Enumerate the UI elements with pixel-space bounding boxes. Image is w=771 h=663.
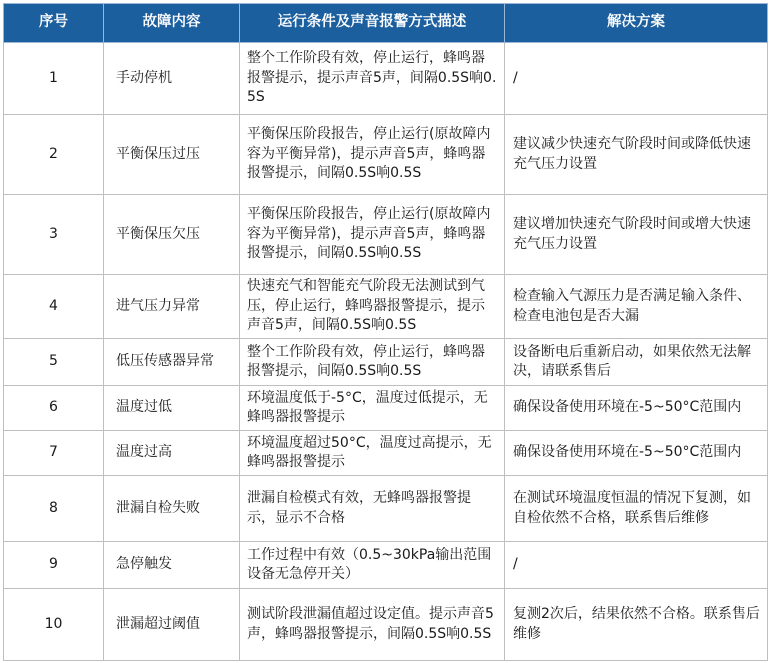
row-fault: 平衡保压过压: [104, 115, 240, 195]
table-row: [4, 542, 768, 589]
row-index: 4: [4, 275, 104, 339]
row-index: 2: [4, 115, 104, 195]
table-row: [4, 476, 768, 542]
table-row: [4, 339, 768, 386]
row-description: 环境温度超过50°C，温度过高提示，无蜂鸣器报警提示: [240, 431, 505, 476]
table-row: [4, 589, 768, 661]
row-index: 8: [4, 476, 104, 542]
table-body: [4, 43, 768, 661]
table-header: [4, 4, 768, 43]
row-description: 工作过程中有效（0.5~30kPa输出范围设备无急停开关）: [240, 542, 505, 589]
table-row: [4, 275, 768, 339]
row-solution: 建议减少快速充气阶段时间或降低快速充气压力设置: [505, 115, 768, 195]
header-index: 序号: [4, 4, 104, 43]
row-description: 测试阶段泄漏值超过设定值。提示声音5声，蜂鸣器报警提示，间隔0.5S响0.5S: [240, 589, 505, 661]
row-description: 整个工作阶段有效，停止运行，蜂鸣器报警提示，提示声音5声，间隔0.5S响0.5S: [240, 43, 505, 115]
row-fault: 手动停机: [104, 43, 240, 115]
row-description: 平衡保压阶段报告，停止运行(原故障内容为平衡异常)，提示声音5声，蜂鸣器报警提示，间隔0.5S响0.5S: [240, 195, 505, 275]
row-index: 7: [4, 431, 104, 476]
row-fault: 低压传感器异常: [104, 339, 240, 386]
header-solution: 解决方案: [505, 4, 768, 43]
row-index: 1: [4, 43, 104, 115]
table-row: [4, 386, 768, 431]
row-solution: 检查输入气源压力是否满足输入条件、检查电池包是否大漏: [505, 275, 768, 339]
table-row: [4, 431, 768, 476]
row-fault: 进气压力异常: [104, 275, 240, 339]
row-description: 平衡保压阶段报告，停止运行(原故障内容为平衡异常)，提示声音5声，蜂鸣器报警提示，间隔0.5S响0.5S: [240, 115, 505, 195]
row-index: 10: [4, 589, 104, 661]
header-description: 运行条件及声音报警方式描述: [240, 4, 505, 43]
row-index: 5: [4, 339, 104, 386]
row-solution: /: [505, 542, 768, 589]
row-index: 3: [4, 195, 104, 275]
header-fault: 故障内容: [104, 4, 240, 43]
row-fault: 平衡保压欠压: [104, 195, 240, 275]
row-fault: 急停触发: [104, 542, 240, 589]
row-index: 6: [4, 386, 104, 431]
row-solution: 在测试环境温度恒温的情况下复测，如自检依然不合格，联系售后维修: [505, 476, 768, 542]
row-solution: 复测2次后，结果依然不合格。联系售后维修: [505, 589, 768, 661]
row-description: 环境温度低于-5°C，温度过低提示，无蜂鸣器报警提示: [240, 386, 505, 431]
row-fault: 泄漏自检失败: [104, 476, 240, 542]
row-solution: 确保设备使用环境在-5~50°C范围内: [505, 431, 768, 476]
table-row: [4, 195, 768, 275]
row-solution: 建议增加快速充气阶段时间或增大快速充气压力设置: [505, 195, 768, 275]
header-row: [4, 4, 768, 43]
table-row: [4, 115, 768, 195]
row-fault: 温度过低: [104, 386, 240, 431]
table-row: [4, 43, 768, 115]
row-solution: /: [505, 43, 768, 115]
row-solution: 确保设备使用环境在-5~50°C范围内: [505, 386, 768, 431]
row-description: 泄漏自检模式有效，无蜂鸣器报警提示，显示不合格: [240, 476, 505, 542]
fault-table: [3, 3, 768, 661]
row-solution: 设备断电后重新启动，如果依然无法解决，请联系售后: [505, 339, 768, 386]
row-fault: 泄漏超过阈值: [104, 589, 240, 661]
row-fault: 温度过高: [104, 431, 240, 476]
row-description: 快速充气和智能充气阶段无法测试到气压，停止运行，蜂鸣器报警提示，提示声音5声，间隔0.5S响0.5S: [240, 275, 505, 339]
row-index: 9: [4, 542, 104, 589]
row-description: 整个工作阶段有效，停止运行，蜂鸣器报警提示，间隔0.5S响0.5S: [240, 339, 505, 386]
